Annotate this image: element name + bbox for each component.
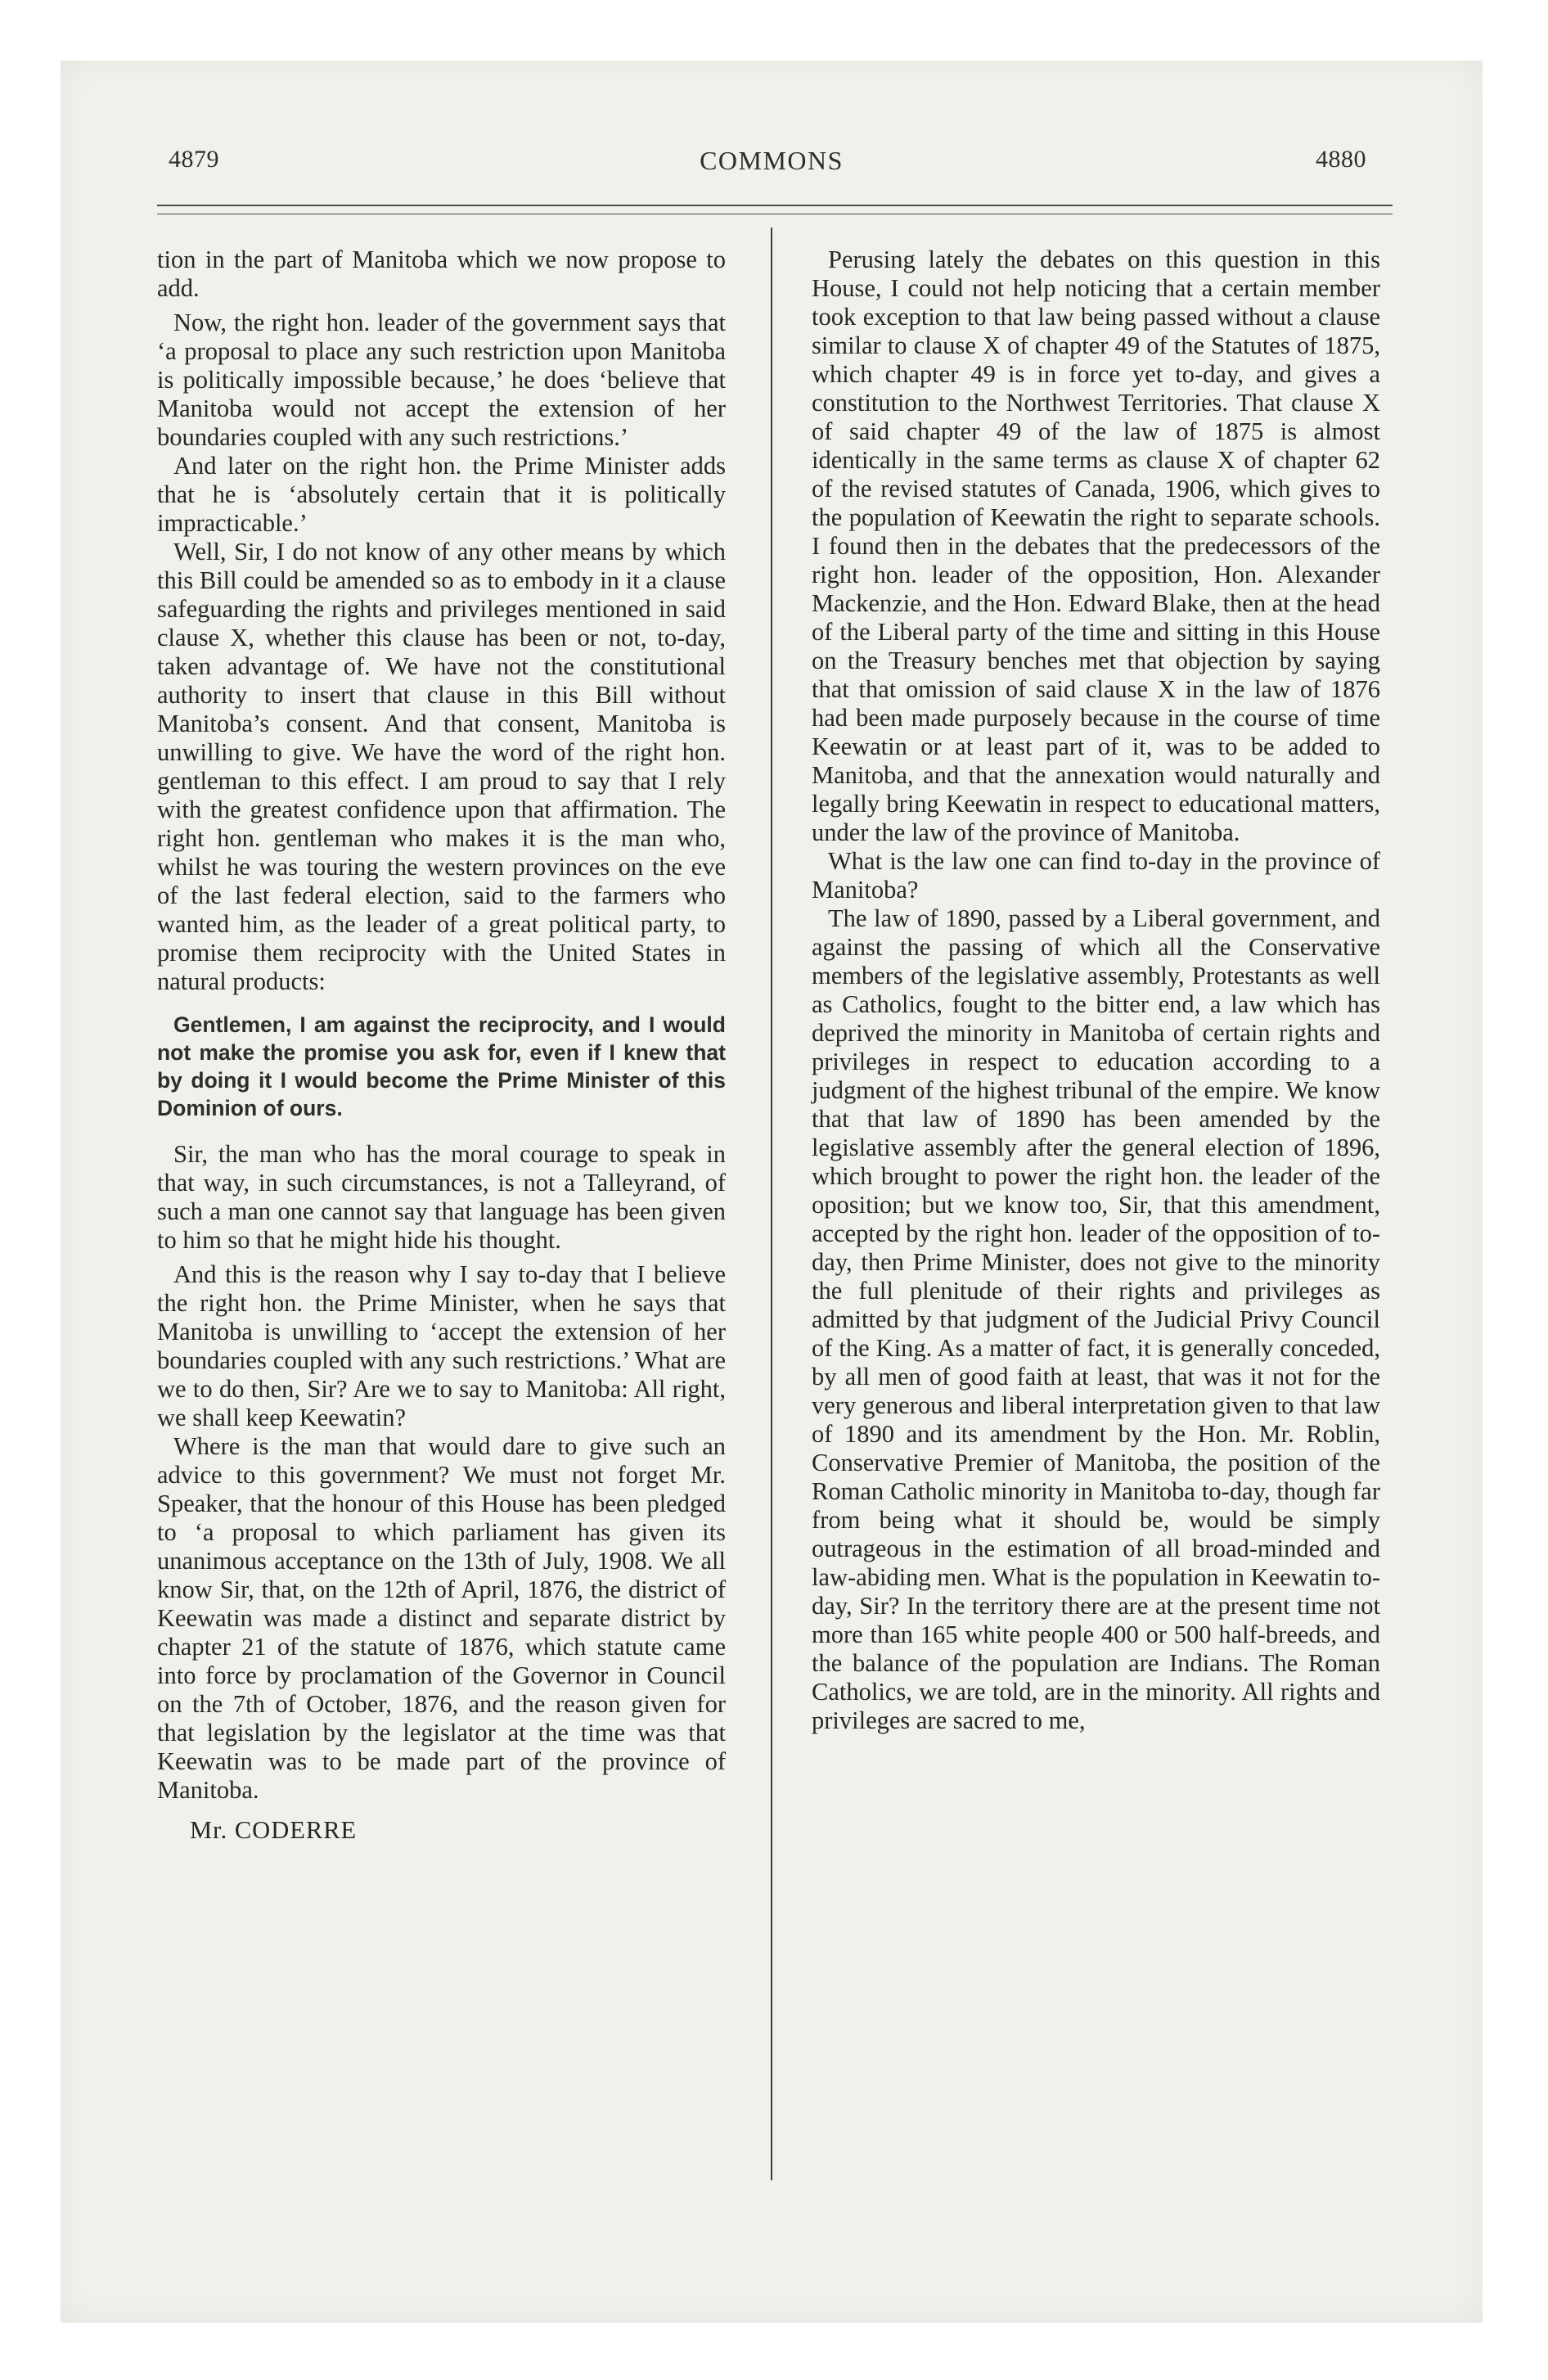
paragraph: And later on the right hon. the Prime Minister adds that he is ‘absolutely certain that it is politically impracticable.’	[157, 452, 726, 537]
page-number-right: 4880	[1316, 146, 1366, 173]
paragraph: The law of 1890, passed by a Liberal government, and against the passing of which all the Conservative members of the legislative assembly, Protestants as well as Catholics, fought to the bitter end, a law which has deprived the minority in Manitoba of certain rights and privileges in respect to education according to a judgment of the highest tribunal of the empire. We know that that law of 1890 has been amended by the legislative assembly after the general election of 1896, which brought to power the right hon. the leader of the oposition; but we know too, Sir, that this amendment, accepted by the right hon. leader of the opposition of to-day, then Prime Minister, does not give to the minority the full plenitude of their rights and privileges as admitted by that judgment of the Judicial Privy Council of the King. As a matter of fact, it is generally conceded, by all men of good faith at least, that was it not for the very generous and liberal interpretation given to that law of 1890 and its amendment by the Hon. Mr. Roblin, Conservative Premier of Manitoba, the position of the Roman Catholic minority in Manitoba to-day, though far from being what it should be, would be simply outrageous in the estimation of all broad-minded and law-abiding men. What is the population in Keewatin to-day, Sir? In the territory there are at the present time not more than 165 white people 400 or 500 half-breeds, and the balance of the population are Indians. The Roman Catholics, we are told, are in the minority. All rights and privileges are sacred to me,	[812, 904, 1380, 1734]
speaker-signature: Mr. CODERRE	[190, 1816, 358, 1844]
page-number-left: 4879	[169, 146, 219, 173]
column-divider	[771, 228, 772, 2180]
paragraph: Sir, the man who has the moral courage to speak in that way, in such circumstances, is not a Talleyrand, of such a man one cannot say that language has been given to him so that he might hide his thought.	[157, 1140, 726, 1254]
paragraph: Perusing lately the debates on this question in this House, I could not help noticing that a certain member took exception to that law being passed without a clause similar to clause X of chapter 49 of the Statutes of 1875, which chapter 49 is in force yet to-day, and gives a constitution to the Northwest Territories. That clause X of said chapter 49 of the law of 1875 is almost identically in the same terms as clause X of chapter 62 of the revised statutes of Canada, 1906, which gives to the population of Keewatin the right to separate schools. I found then in the debates that the predecessors of the right hon. leader of the opposition, Hon. Alexander Mackenzie, and the Hon. Edward Blake, then at the head of the Liberal party of the time and sitting in this House on the Treasury benches met that objection by saying that that omission of said clause X in the law of 1876 had been made purposely because in the course of time Keewatin or at least part of it, was to be added to Manitoba, and that the annexation would naturally and legally bring Keewatin in respect to educational matters, under the law of the province of Manitoba.	[812, 246, 1380, 846]
paragraph: And this is the reason why I say to-day that I believe the right hon. the Prime Minister, when he says that Manitoba is unwilling to ‘accept the extension of her boundaries coupled with any such restrictions.’ What are we to do then, Sir? Are we to say to Manitoba: All right, we shall keep Keewatin?	[157, 1260, 726, 1431]
paragraph: Now, the right hon. leader of the government says that ‘a proposal to place any such restriction upon Manitoba is politically impossible because,’ he does ‘believe that Manitoba would not accept the extension of her boundaries coupled with any such restrictions.’	[157, 309, 726, 451]
left-column	[157, 246, 726, 1845]
header-rule-top	[157, 205, 1393, 206]
running-title: COMMONS	[700, 146, 844, 175]
right-column	[812, 246, 1380, 1735]
paragraph: tion in the part of Manitoba which we now propose to add.	[157, 246, 726, 302]
paragraph: Where is the man that would dare to give such an advice to this government? We must not forget Mr. Speaker, that the honour of this House has been pledged to ‘a proposal to which parliament has given its unanimous acceptance on the 13th of July, 1908. We all know Sir, that, on the 12th of April, 1876, the district of Keewatin was made a distinct and separate district by chapter 21 of the statute of 1876, which statute came into force by proclamation of the Governor in Council on the 7th of October, 1876, and the reason given for that legislation by the legislator at the time was that Keewatin was to be made part of the province of Manitoba.	[157, 1432, 726, 1804]
quotation	[157, 1011, 726, 1122]
quotation-text: Gentlemen, I am against the reciprocity, and I would not make the promise you ask for, even if I knew that by doing it I would become the Prime Minister of this Dominion of ours.	[157, 1012, 726, 1120]
paragraph: What is the law one can find to-day in the province of Manitoba?	[812, 847, 1380, 904]
paragraph: Well, Sir, I do not know of any other means by which this Bill could be amended so as to embody in it a clause safeguarding the rights and privileges mentioned in said clause X, whether this clause has been or not, to-day, taken advantage of. We have not the constitutional authority to insert that clause in this Bill without Manitoba’s consent. And that consent, Manitoba is unwilling to give. We have the word of the right hon. gentleman to this effect. I am proud to say that I rely with the greatest confidence upon that affirmation. The right hon. gentleman who makes it is the man who, whilst he was touring the western provinces on the eve of the last federal election, said to the farmers who wanted him, as the leader of a great political party, to promise them reciprocity with the United States in natural products:	[157, 538, 726, 995]
